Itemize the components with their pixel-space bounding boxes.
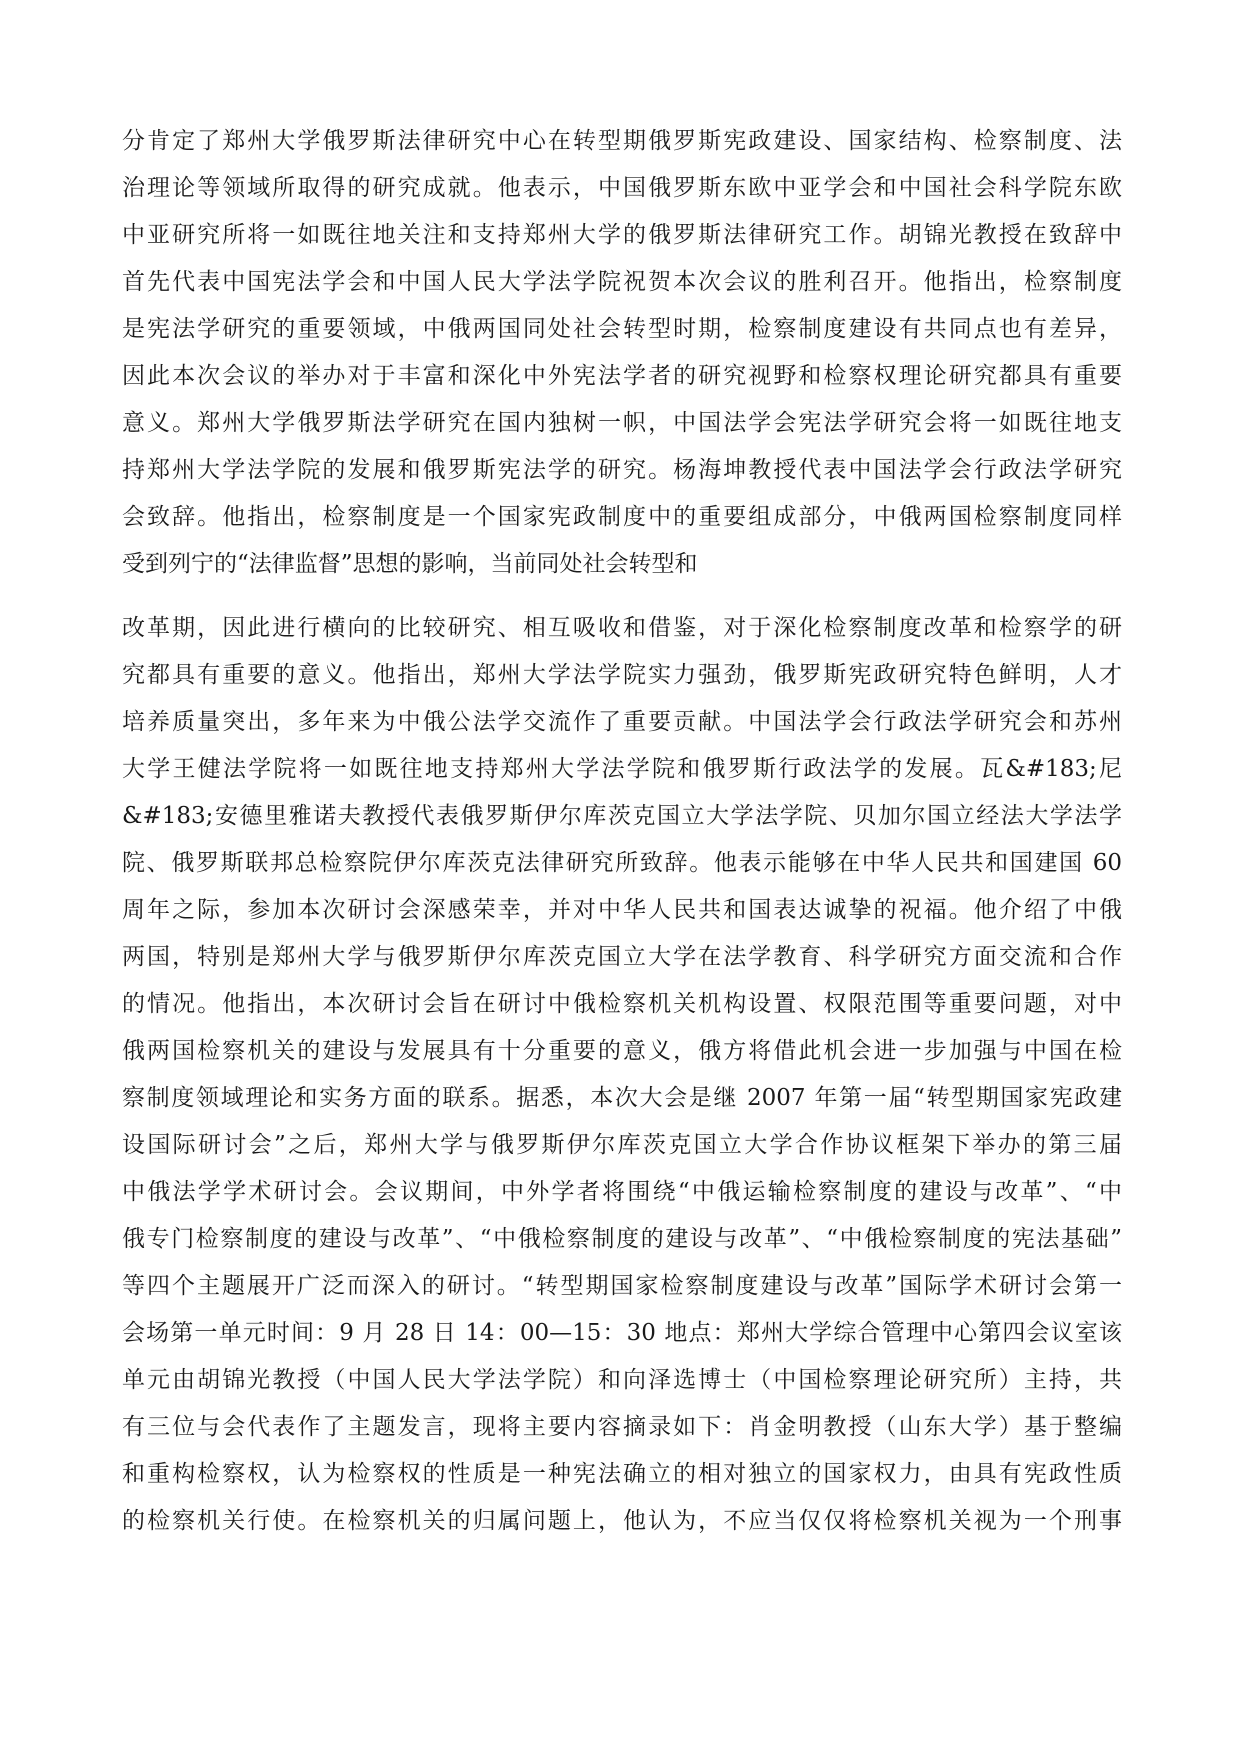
text-line: 会场第一单元时间：9 月 28 日 14：00—15：30 地点：郑州大学综合管理中心第四会议室该 (122, 1320, 1122, 1346)
paragraph-1 (122, 118, 1122, 588)
text-line: 改革期，因此进行横向的比较研究、相互吸收和借鉴，对于深化检察制度改革和检察学的研 (122, 615, 1122, 641)
text-line: 和重构检察权，认为检察权的性质是一种宪法确立的相对独立的国家权力，由具有宪政性质 (122, 1461, 1122, 1487)
text-line: 的情况。他指出，本次研讨会旨在研讨中俄检察机关机构设置、权限范围等重要问题，对中 (122, 991, 1122, 1017)
text-line: 持郑州大学法学院的发展和俄罗斯宪法学的研究。杨海坤教授代表中国法学会行政法学研究 (122, 457, 1122, 483)
text-line: 中俄法学学术研讨会。会议期间，中外学者将围绕“中俄运输检察制度的建设与改革”、“中 (122, 1179, 1122, 1205)
text-line: 院、俄罗斯联邦总检察院伊尔库茨克法律研究所致辞。他表示能够在中华人民共和国建国 60 (122, 850, 1122, 876)
text-line: 两国，特别是郑州大学与俄罗斯伊尔库茨克国立大学在法学教育、科学研究方面交流和合作 (122, 944, 1122, 970)
text-line: 俄专门检察制度的建设与改革”、“中俄检察制度的建设与改革”、“中俄检察制度的宪法基础” (122, 1226, 1122, 1252)
paragraph-2 (122, 605, 1122, 1545)
text-line: 有三位与会代表作了主题发言，现将主要内容摘录如下：肖金明教授（山东大学）基于整编 (122, 1414, 1122, 1440)
text-line: 治理论等领域所取得的研究成就。他表示，中国俄罗斯东欧中亚学会和中国社会科学院东欧 (122, 175, 1122, 201)
text-line: 培养质量突出，多年来为中俄公法学交流作了重要贡献。中国法学会行政法学研究会和苏州 (122, 709, 1122, 735)
text-line: &#183;安德里雅诺夫教授代表俄罗斯伊尔库茨克国立大学法学院、贝加尔国立经法大学法学 (122, 803, 1122, 829)
text-line: 大学王健法学院将一如既往地支持郑州大学法学院和俄罗斯行政法学的发展。瓦&#183;尼 (122, 756, 1122, 782)
text-line: 俄两国检察机关的建设与发展具有十分重要的意义，俄方将借此机会进一步加强与中国在检 (122, 1038, 1122, 1064)
text-line: 是宪法学研究的重要领域，中俄两国同处社会转型时期，检察制度建设有共同点也有差异， (122, 316, 1122, 342)
text-line: 中亚研究所将一如既往地关注和支持郑州大学的俄罗斯法律研究工作。胡锦光教授在致辞中 (122, 222, 1122, 248)
text-line: 周年之际，参加本次研讨会深感荣幸，并对中华人民共和国表达诚挚的祝福。他介绍了中俄 (122, 897, 1122, 923)
text-line: 分肯定了郑州大学俄罗斯法律研究中心在转型期俄罗斯宪政建设、国家结构、检察制度、法 (122, 128, 1122, 154)
text-line: 单元由胡锦光教授（中国人民大学法学院）和向泽选博士（中国检察理论研究所）主持，共 (122, 1367, 1122, 1393)
text-line: 设国际研讨会”之后，郑州大学与俄罗斯伊尔库茨克国立大学合作协议框架下举办的第三届 (122, 1132, 1122, 1158)
text-line: 会致辞。他指出，检察制度是一个国家宪政制度中的重要组成部分，中俄两国检察制度同样 (122, 504, 1122, 530)
text-line: 受到列宁的“法律监督”思想的影响，当前同处社会转型和 (122, 551, 698, 577)
text-line: 察制度领域理论和实务方面的联系。据悉，本次大会是继 2007 年第一届“转型期国家宪政建 (122, 1085, 1122, 1111)
text-line: 意义。郑州大学俄罗斯法学研究在国内独树一帜，中国法学会宪法学研究会将一如既往地支 (122, 410, 1122, 436)
text-line: 因此本次会议的举办对于丰富和深化中外宪法学者的研究视野和检察权理论研究都具有重要 (122, 363, 1122, 389)
text-line: 首先代表中国宪法学会和中国人民大学法学院祝贺本次会议的胜利召开。他指出，检察制度 (122, 269, 1122, 295)
text-line: 等四个主题展开广泛而深入的研讨。“转型期国家检察制度建设与改革”国际学术研讨会第一 (122, 1273, 1122, 1299)
text-line: 究都具有重要的意义。他指出，郑州大学法学院实力强劲，俄罗斯宪政研究特色鲜明，人才 (122, 662, 1122, 688)
text-line: 的检察机关行使。在检察机关的归属问题上，他认为，不应当仅仅将检察机关视为一个刑事 (122, 1508, 1122, 1534)
